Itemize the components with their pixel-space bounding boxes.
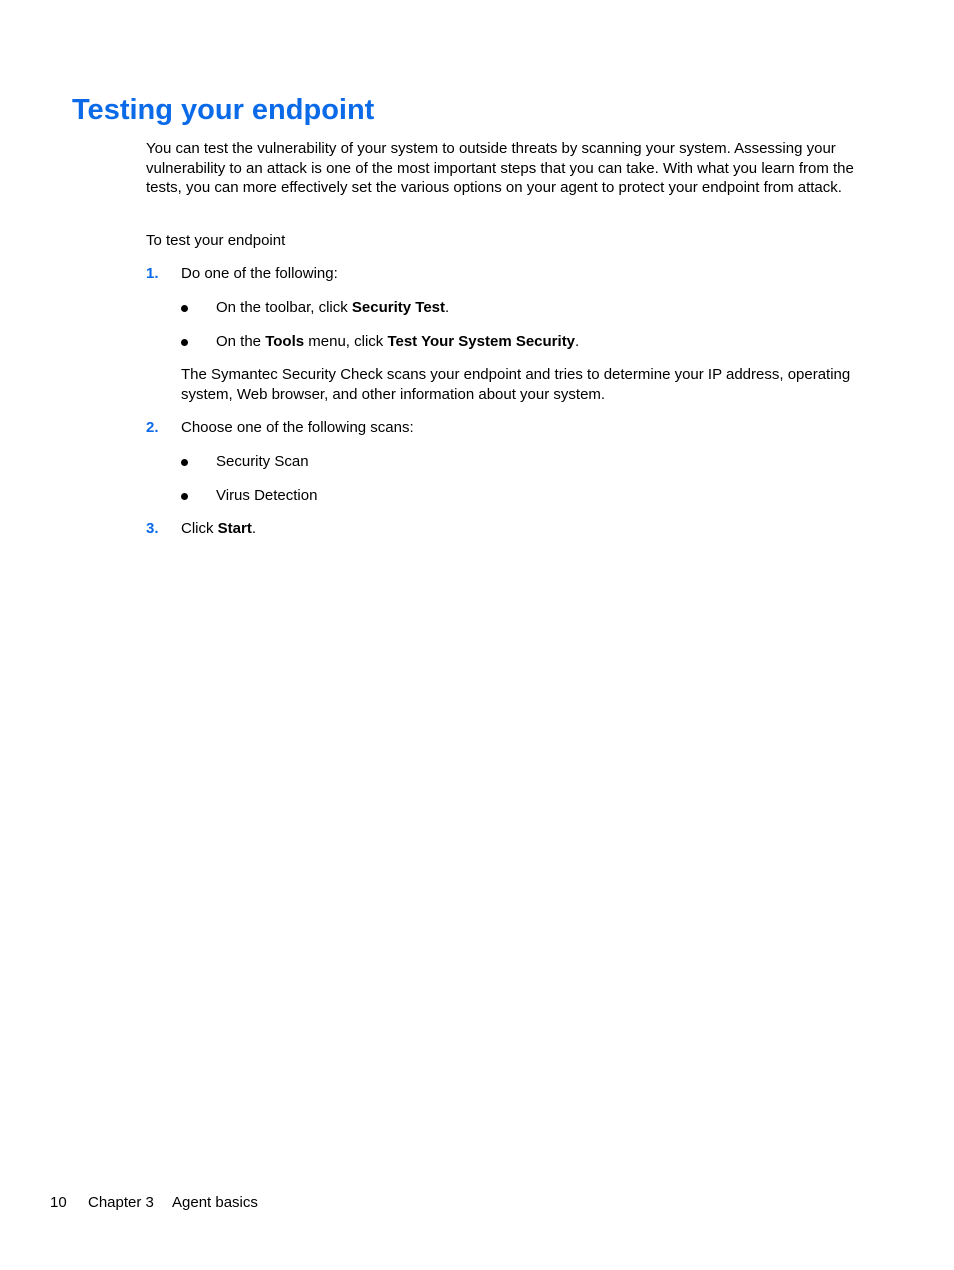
- footer-chapter-title: Agent basics: [172, 1194, 258, 1211]
- bullet-text: Security Scan: [216, 453, 309, 470]
- bullet-text: On the Tools menu, click Test Your System Security.: [216, 333, 580, 350]
- bullet-icon: [181, 339, 188, 346]
- step-text: Click Start.: [181, 520, 257, 537]
- bullet-icon: [181, 305, 188, 312]
- bullet-text: On the toolbar, click Security Test.: [216, 299, 450, 316]
- procedure-lead: To test your endpoint: [146, 232, 286, 249]
- step-number: 2.: [146, 419, 159, 436]
- footer-chapter: Chapter 3: [88, 1194, 154, 1211]
- step-text: Choose one of the following scans:: [181, 419, 414, 436]
- step-note: The Symantec Security Check scans your endpoint and tries to determine your IP address, operating system, Web browser, and other information about your system.: [181, 366, 851, 403]
- bullet-icon: [181, 459, 188, 466]
- ui-term: Security Test: [351, 299, 445, 316]
- ui-term: Test Your System Security: [387, 333, 576, 350]
- intro-paragraph: You can test the vulnerability of your system to outside threats by scanning your system. Assessing your vulnerability to an attack is one of the most important steps that you can take. With what you learn from the tests, you can more effectively set the various options on your agent to protect your endpoint from attack.: [146, 140, 854, 196]
- step-text: Do one of the following:: [181, 265, 338, 282]
- step-number: 3.: [146, 520, 159, 537]
- bullet-icon: [181, 493, 188, 500]
- ui-term: Start: [217, 520, 252, 537]
- page-number: 10: [50, 1194, 67, 1211]
- step-number: 1.: [146, 265, 159, 282]
- ui-term: Tools: [265, 333, 305, 350]
- page-title: Testing your endpoint: [72, 94, 375, 126]
- bullet-text: Virus Detection: [216, 487, 318, 504]
